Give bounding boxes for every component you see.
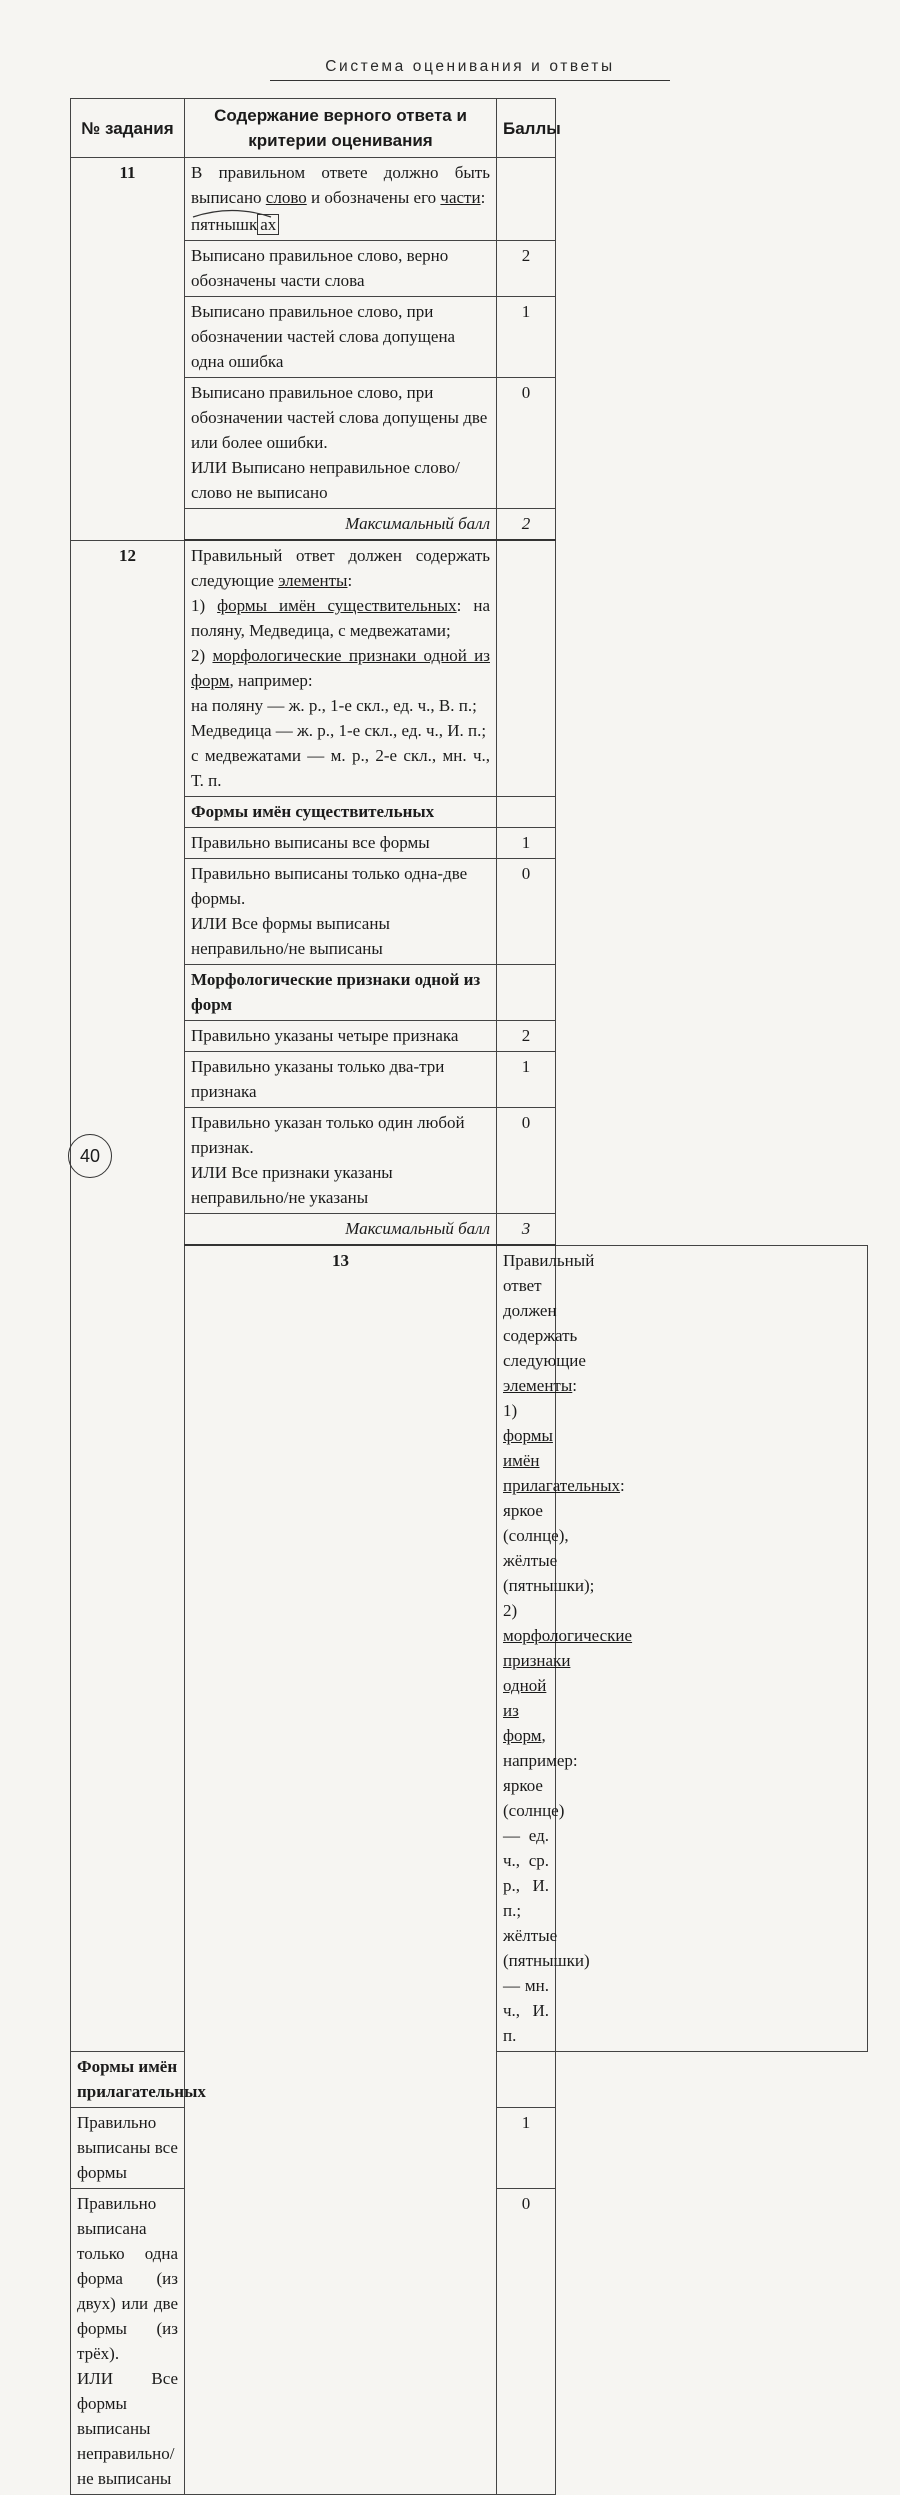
subsection-title: Морфологические признаки одной из форм [185, 965, 497, 1021]
running-header-title: Система оценивания и ответы [325, 58, 615, 75]
table-row [71, 540, 868, 797]
criterion-points: 2 [497, 241, 556, 297]
word-ending-box: ах [257, 214, 279, 235]
table-row [71, 297, 868, 378]
table-row [71, 859, 868, 965]
max-score-value: 2 [497, 509, 556, 541]
task-13-answer: Правильный ответ должен содержать следующие элементы: 1) формы имён прилагательных: яркое (солнце), жёлтые (пятнышки); 2) морфологические признаки одной из форм, например: яркое (солнце) — ед. ч., ср. р., И. п.; жёлтые (пятнышки) — мн. ч., И. п. [497, 1245, 556, 2052]
criterion-points: 1 [497, 2108, 556, 2189]
header-rule [270, 80, 670, 81]
table-row [71, 158, 868, 241]
example-line: Медведица — ж. р., 1-е скл., ед. ч., И. п.; [191, 721, 487, 740]
table-row [71, 241, 868, 297]
criterion-text: Правильно указаны четыре признака [185, 1021, 497, 1052]
criterion-points: 0 [497, 1108, 556, 1214]
criterion-points: 1 [497, 297, 556, 378]
word-root: пятнышк [191, 215, 258, 234]
criterion-text: Правильно выписана только одна форма (из двух) или две формы (из трёх). ИЛИ Все формы выписаны неправильно/не выписаны [71, 2189, 185, 2495]
task-12-answer: Правильный ответ должен содержать следующие элементы: 1) формы имён существительных: на поляну, Медведица, с медвежатами; 2) морфологические признаки одной из форм, например: на поляну — ж. р., 1-е скл., ед. ч., В. п.; Медведица — ж. р., 1-е скл., ед. ч., И. п.; с медвежатами — м. р., 2-е скл., мн. ч., Т. п. [185, 540, 497, 797]
example-line: на поляну — ж. р., 1-е скл., ед. ч., В. п.; [191, 696, 477, 715]
criterion-text: Выписано правильное слово, при обозначении частей слова допущена одна ошибка [185, 297, 497, 378]
task-number-11: 11 [71, 158, 185, 541]
table-row [71, 378, 868, 509]
criterion-points: 0 [497, 859, 556, 965]
table-row [71, 1021, 868, 1052]
max-score-value: 3 [497, 1214, 556, 1246]
table-row [71, 1052, 868, 1108]
example-line: жёлтые (пятнышки) — мн. ч., И. п. [503, 1926, 590, 2045]
table-row [71, 828, 868, 859]
criterion-points: 1 [497, 1052, 556, 1108]
root-arc-icon [191, 206, 273, 218]
subsection-title: Формы имён существительных [185, 797, 497, 828]
example-line: яркое (солнце) — ед. ч., ср. р., И. п.; [503, 1776, 565, 1920]
column-header-content: Содержание верного ответа и критерии оценивания [185, 99, 497, 158]
max-score-label: Максимальный балл [185, 1214, 497, 1246]
example-line: с медвежатами — м. р., 2-е скл., мн. ч., Т. п. [191, 746, 490, 790]
grading-table [70, 98, 868, 2495]
criterion-text: Правильно выписаны все формы [71, 2108, 185, 2189]
criterion-text: Выписано правильное слово, при обозначении частей слова допущены две или более ошибки. ИЛИ Выписано неправильное слово/слово не выписано [185, 378, 497, 509]
table-row [71, 1245, 868, 2052]
subsection-row [71, 797, 868, 828]
table-header-row [71, 99, 868, 158]
criterion-points: 2 [497, 1021, 556, 1052]
column-header-task-number: № задания [71, 99, 185, 158]
table-row [71, 1108, 868, 1214]
criterion-text: Правильно выписаны только одна-две формы. ИЛИ Все формы выписаны неправильно/не выписаны [185, 859, 497, 965]
task-number-12: 12 [71, 540, 185, 2052]
criterion-text: Правильно указаны только два-три признака [185, 1052, 497, 1108]
subsection-row [71, 965, 868, 1021]
criterion-points: 1 [497, 828, 556, 859]
task-11-intro: В правильном ответе должно быть выписано слово и обозначены его части: [191, 163, 490, 207]
max-score-label: Максимальный балл [185, 509, 497, 541]
criterion-points: 0 [497, 378, 556, 509]
column-header-points: Баллы [497, 99, 556, 158]
max-score-row [71, 509, 868, 541]
subsection-title: Формы имён прилагательных [71, 2052, 185, 2108]
page-number: 40 [68, 1134, 112, 1178]
criterion-text: Правильно выписаны все формы [185, 828, 497, 859]
task-11-answer [185, 158, 497, 241]
morphemic-word [191, 212, 279, 237]
task-number-13: 13 [185, 1245, 497, 2495]
criterion-text: Правильно указан только один любой признак. ИЛИ Все признаки указаны неправильно/не указаны [185, 1108, 497, 1214]
max-score-row [71, 1214, 868, 1246]
criterion-text: Выписано правильное слово, верно обозначены части слова [185, 241, 497, 297]
criterion-points: 0 [497, 2189, 556, 2495]
